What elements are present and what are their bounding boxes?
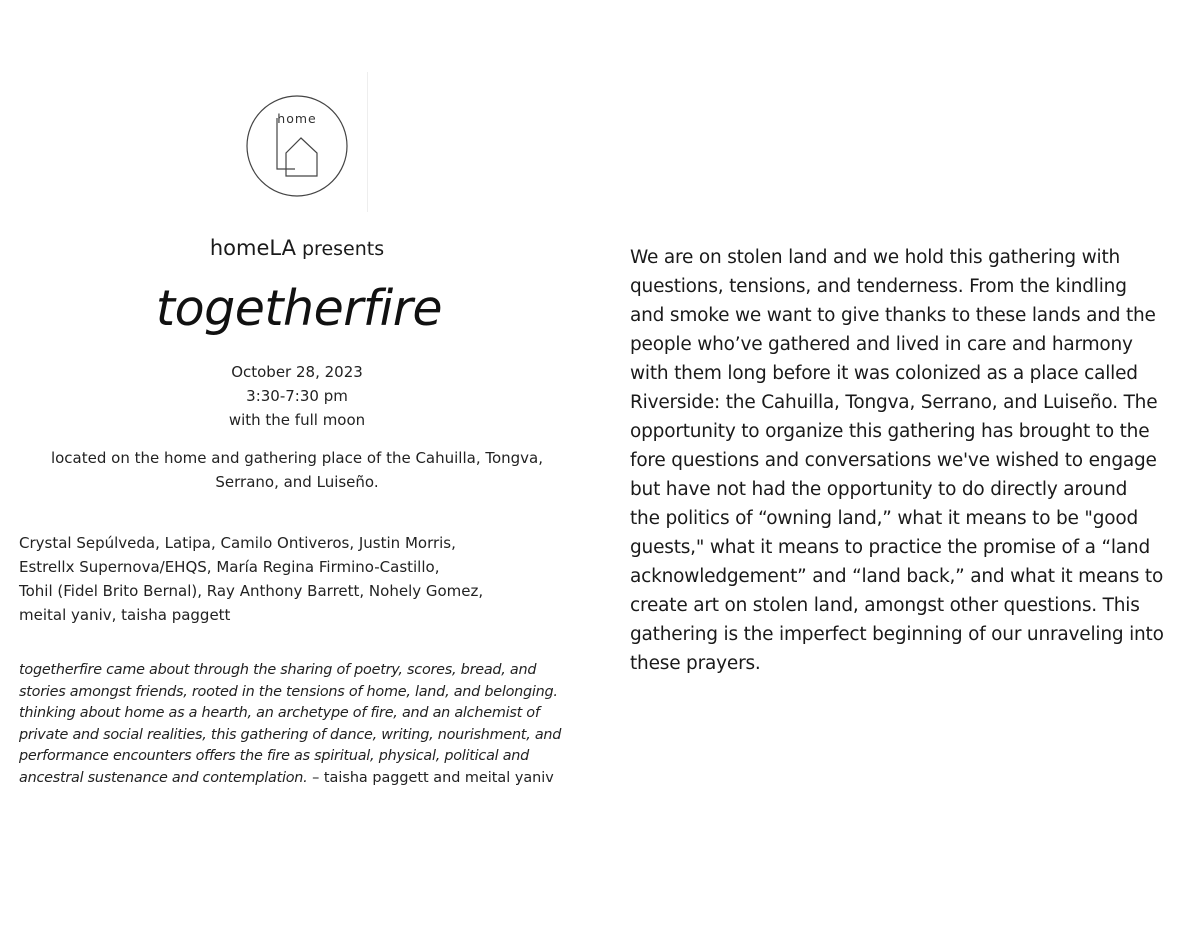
- home-house-logo-icon: [246, 95, 348, 197]
- artist-line: meital yaniv, taisha paggett: [19, 606, 231, 624]
- artist-line: Estrellx Supernova/EHQS, María Regina Firmino-Castillo,: [19, 558, 440, 576]
- acknowledgement-line: guests," what it means to practice the promise of a “land: [630, 537, 1150, 558]
- acknowledgement-line: create art on stolen land, amongst other questions. This: [630, 595, 1140, 616]
- acknowledgement-line: fore questions and conversations we've wished to engage: [630, 450, 1157, 471]
- acknowledgement-line: but have not had the opportunity to do directly around: [630, 479, 1128, 500]
- acknowledgement-line: the politics of “owning land,” what it means to be "good: [630, 508, 1139, 529]
- event-blurb: [19, 660, 567, 789]
- presents-word: presents: [302, 238, 385, 260]
- acknowledgement-line: people who’ve gathered and lived in care and harmony: [630, 334, 1133, 355]
- acknowledgement-line: Riverside: the Cahuilla, Tongva, Serrano, and Luiseño. The: [630, 392, 1158, 413]
- presenter-brand: homeLA: [209, 236, 296, 260]
- artist-line: Crystal Sepúlveda, Latipa, Camilo Ontiveros, Justin Morris,: [19, 534, 456, 552]
- artist-list: [19, 531, 483, 627]
- logo-text: home: [277, 111, 317, 126]
- acknowledgement-line: with them long before it was colonized as a place called: [630, 363, 1138, 384]
- acknowledgement-line: and smoke we want to give thanks to these lands and the: [630, 305, 1156, 326]
- acknowledgement-line: We are on stolen land and we hold this gathering with: [630, 247, 1121, 268]
- presenter-line: [0, 236, 594, 260]
- blurb-credit: – taisha paggett and meital yaniv: [307, 769, 554, 786]
- acknowledgement-line: gathering is the imperfect beginning of our unraveling into: [630, 624, 1164, 645]
- event-details: [0, 360, 594, 432]
- acknowledgement-line: questions, tensions, and tenderness. From the kindling: [630, 276, 1127, 297]
- event-location: located on the home and gathering place of the Cahuilla, Tongva, Serrano, and Luiseño.: [50, 449, 544, 491]
- event-date: October 28, 2023: [231, 363, 363, 381]
- homela-logo: [246, 95, 348, 197]
- event-time: 3:30-7:30 pm: [246, 387, 348, 405]
- blurb-quote: togetherfire came about through the sharing of poetry, scores, bread, and stories amongst friends, rooted in the tensions of home, land, and belonging. thinking about home as a hearth, an archetype of fire, and an alchemist of private and social realities, this gathering of dance, writing, nourishment, and performance encounters offers the fire as spiritual, physical, political and ancestral sustenance and contemplation.: [19, 662, 562, 786]
- acknowledgement-line: these prayers.: [630, 653, 761, 674]
- land-acknowledgement: [630, 243, 1200, 678]
- acknowledgement-line: opportunity to organize this gathering has brought to the: [630, 421, 1150, 442]
- artist-line: Tohil (Fidel Brito Bernal), Ray Anthony Barrett, Nohely Gomez,: [19, 582, 484, 600]
- event-title: togetherfire: [155, 280, 443, 337]
- event-note: with the full moon: [228, 411, 366, 429]
- logo-divider: [367, 72, 368, 212]
- acknowledgement-line: acknowledgement” and “land back,” and what it means to: [630, 566, 1164, 587]
